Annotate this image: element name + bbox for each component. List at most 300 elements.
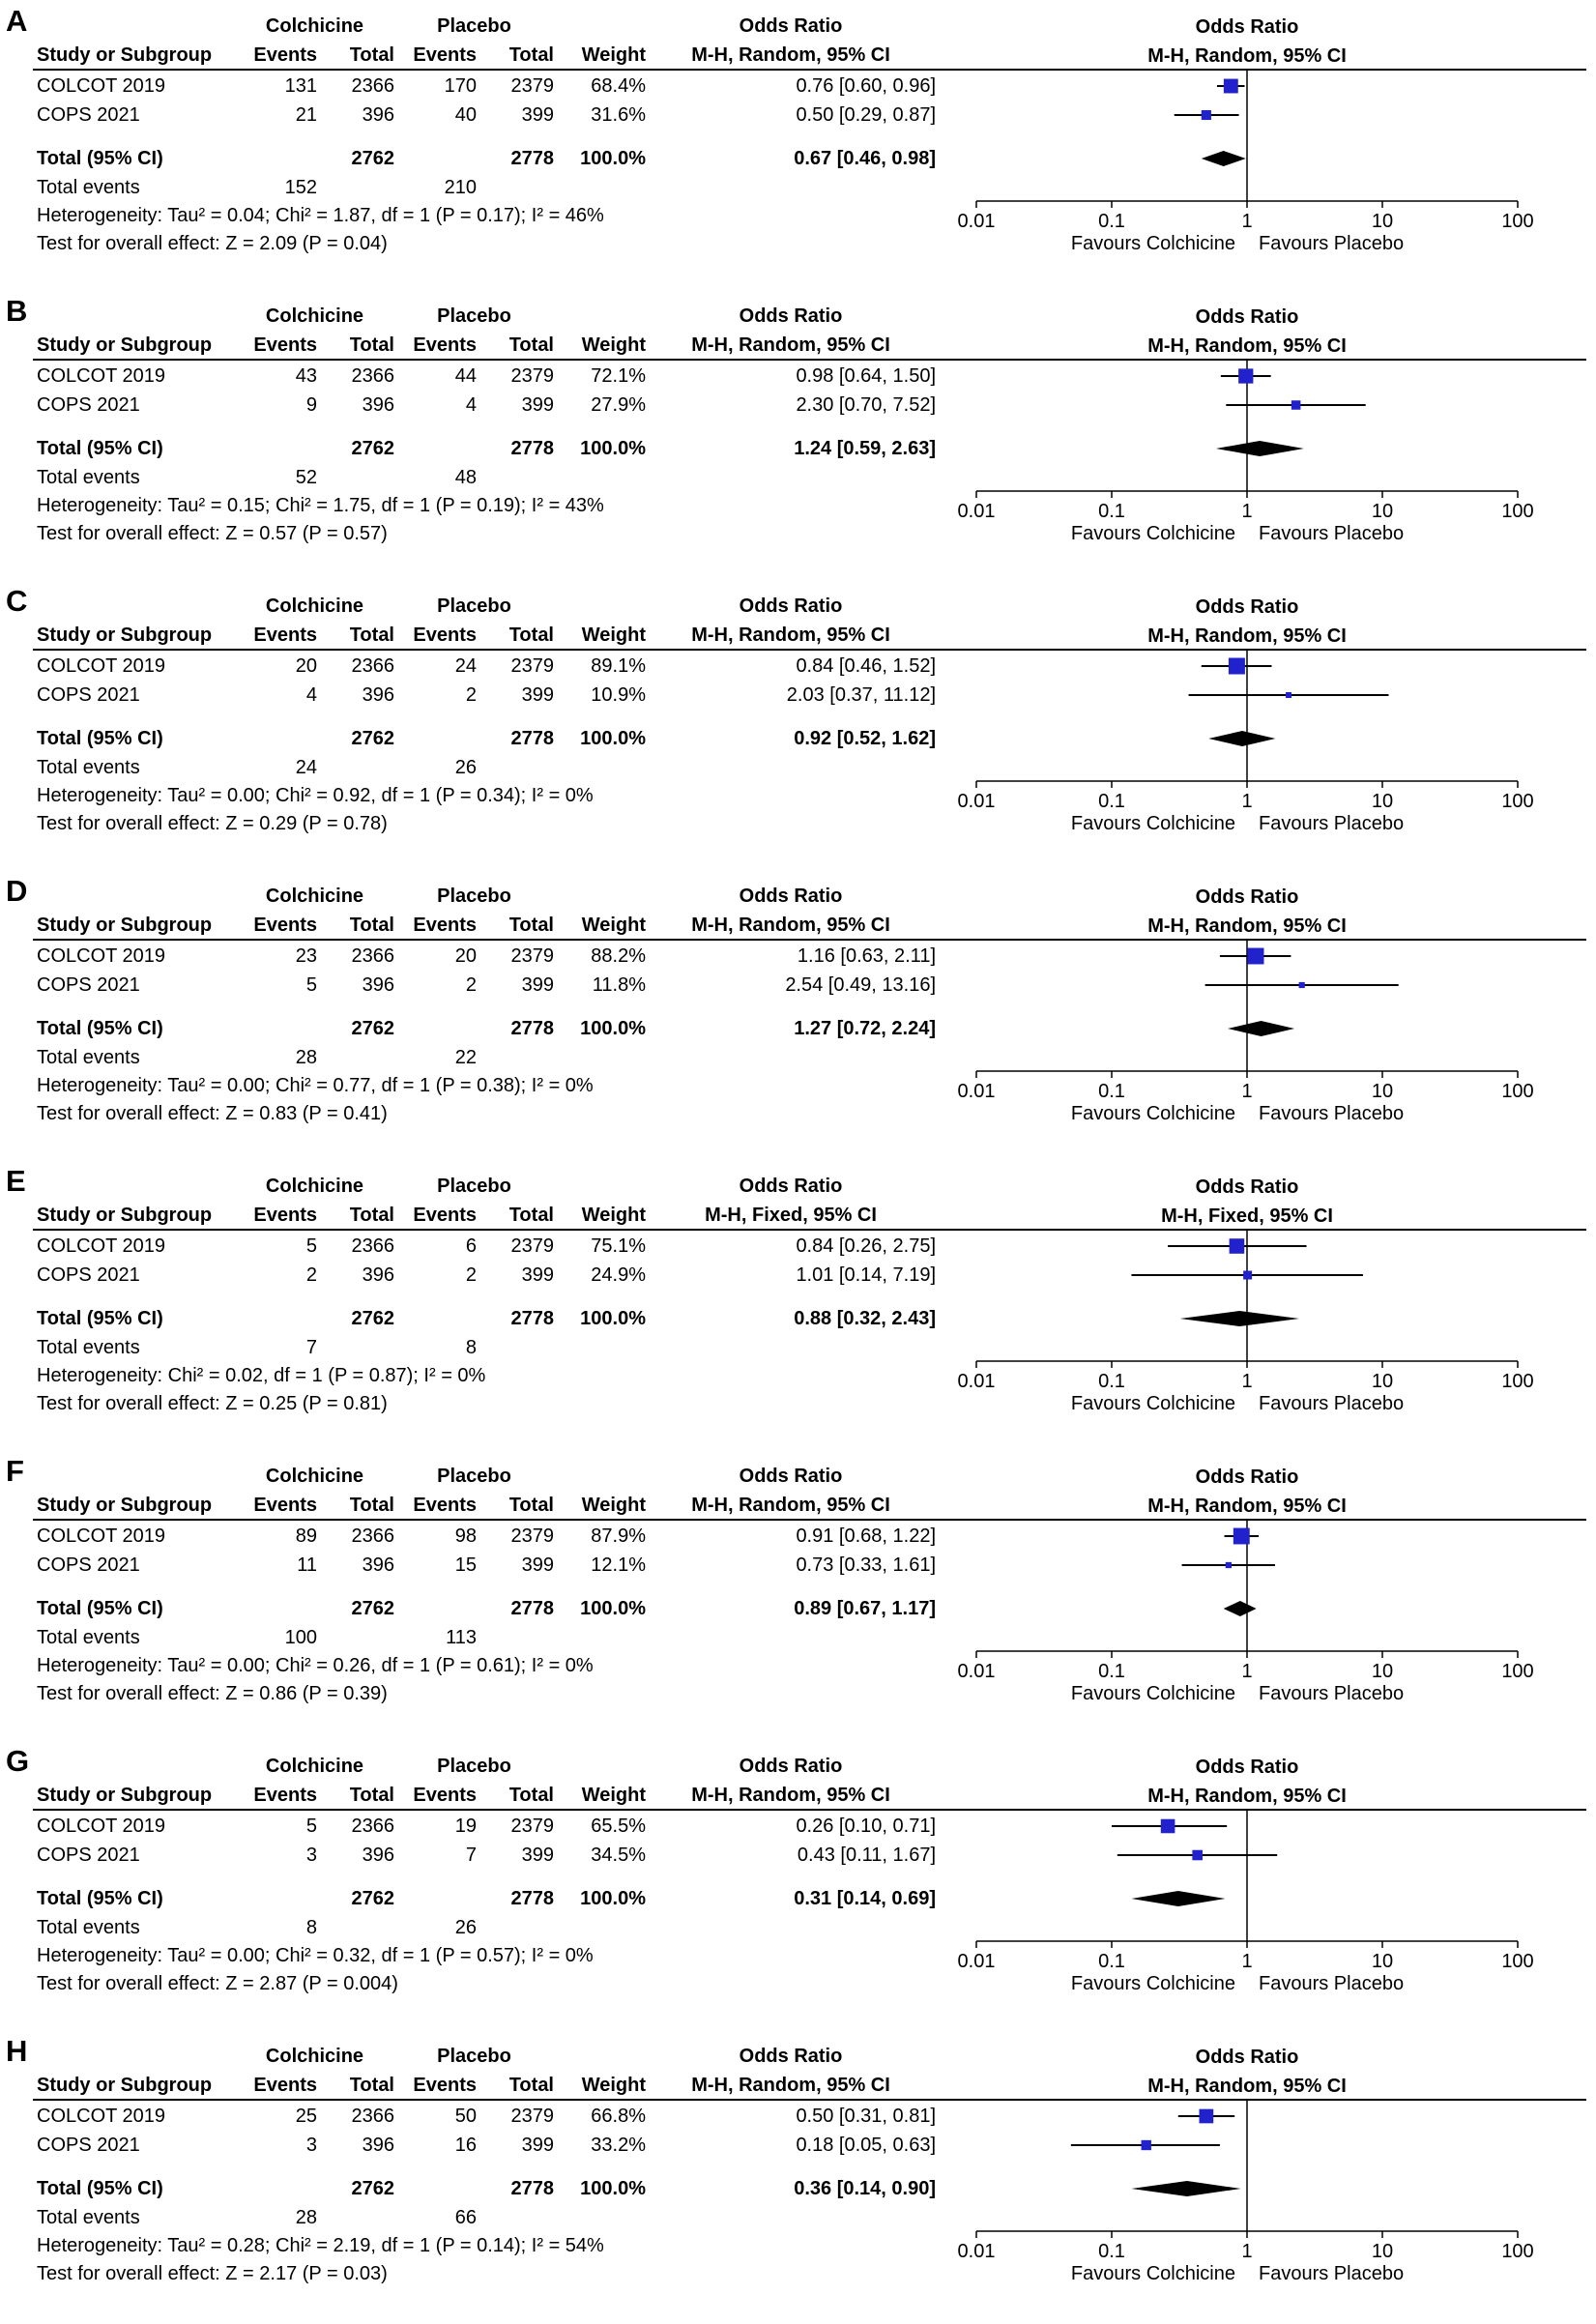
favours-right-label: Favours Placebo <box>1259 233 1405 254</box>
total2-value: 2379 <box>510 655 554 677</box>
total-events2: 26 <box>454 756 477 778</box>
ci-text: 0.26 [0.10, 0.71] <box>796 1816 936 1837</box>
weight-value: 87.9% <box>591 1525 646 1547</box>
group1-header: Colchicine <box>265 886 364 907</box>
total-events1: 7 <box>305 1336 317 1358</box>
axis-tick-label: 10 <box>1371 1081 1394 1102</box>
study-table <box>37 302 936 547</box>
total1-value: 2366 <box>351 945 394 967</box>
forest-plot <box>943 2034 1596 2324</box>
panel-label: H <box>6 2034 28 2068</box>
effect-square <box>1202 110 1211 120</box>
axis-tick-label: 0.01 <box>957 501 996 522</box>
axis-tick-label: 0.1 <box>1098 1951 1125 1972</box>
total2-value: 399 <box>521 1845 554 1866</box>
total1-value: 396 <box>362 2135 394 2156</box>
study-table <box>37 592 936 837</box>
group-header-row <box>37 12 936 41</box>
events1-value: 43 <box>295 365 317 387</box>
plot-method-header: M-H, Random, 95% CI <box>1147 2076 1347 2097</box>
spacer <box>37 130 936 144</box>
study-name: COPS 2021 <box>37 394 140 416</box>
study-row <box>37 1551 936 1580</box>
study-table <box>37 12 936 257</box>
effect-square <box>1291 400 1301 410</box>
study-table <box>37 2042 936 2287</box>
spacer <box>37 1580 936 1594</box>
events1-value: 21 <box>295 104 317 126</box>
total2-sum: 2778 <box>510 1018 554 1039</box>
col-weight-header: Weight <box>581 915 646 936</box>
weight-value: 34.5% <box>591 1845 646 1866</box>
study-table <box>37 1172 936 1417</box>
study-row <box>37 391 936 420</box>
overall-effect-text: Test for overall effect: Z = 2.09 (P = 0.04) <box>37 232 388 254</box>
axis-tick-label: 100 <box>1501 1371 1534 1392</box>
panel-F <box>0 1454 1596 1744</box>
total-label: Total (95% CI) <box>37 2178 163 2199</box>
total-row <box>37 1304 936 1333</box>
events1-value: 2 <box>305 1264 317 1286</box>
total-label: Total (95% CI) <box>37 148 163 169</box>
total-row <box>37 1014 936 1043</box>
method-header: M-H, Random, 95% CI <box>691 915 890 936</box>
overall-effect-text: Test for overall effect: Z = 0.57 (P = 0.57) <box>37 522 388 544</box>
panel-C <box>0 584 1596 874</box>
plot-odds-ratio-header: Odds Ratio <box>1195 306 1299 328</box>
panel-label: D <box>6 874 28 908</box>
overall-effect-text: Test for overall effect: Z = 0.86 (P = 0.39) <box>37 1682 388 1704</box>
events2-value: 170 <box>444 75 477 97</box>
ci-text: 0.84 [0.46, 1.52] <box>796 655 936 677</box>
panel-A <box>0 4 1596 294</box>
ci-text: 0.98 [0.64, 1.50] <box>796 365 936 387</box>
col-total2-header: Total <box>508 1785 554 1806</box>
odds-ratio-header: Odds Ratio <box>739 1756 843 1777</box>
total2-value: 2379 <box>510 1525 554 1547</box>
col-events1-header: Events <box>253 1495 317 1516</box>
study-row <box>37 2131 936 2160</box>
col-events1-header: Events <box>253 2075 317 2096</box>
forest-plot <box>943 1164 1596 1454</box>
total-events1: 28 <box>295 1046 317 1068</box>
col-events2-header: Events <box>413 44 477 66</box>
events1-value: 11 <box>297 1554 317 1576</box>
col-total2-header: Total <box>508 334 554 356</box>
forest-plot <box>943 294 1596 584</box>
total1-value: 396 <box>362 684 394 706</box>
overall-effect-row <box>37 519 936 547</box>
column-header-row <box>37 1781 936 1810</box>
total-row <box>37 434 936 463</box>
total-events-label: Total events <box>37 1336 140 1358</box>
col-events1-header: Events <box>253 1205 317 1226</box>
group-header-row <box>37 1172 936 1201</box>
total1-value: 396 <box>362 1845 394 1866</box>
panel-label: B <box>6 294 28 328</box>
total2-value: 399 <box>521 1264 554 1286</box>
group-header-row <box>37 592 936 621</box>
odds-ratio-header: Odds Ratio <box>739 1176 843 1197</box>
axis-tick-label: 0.01 <box>957 2241 996 2262</box>
total-diamond <box>1202 151 1246 166</box>
study-name: COPS 2021 <box>37 1554 140 1576</box>
favours-left-label: Favours Colchicine <box>1070 2263 1235 2284</box>
total1-value: 2366 <box>351 655 394 677</box>
col-weight-header: Weight <box>581 44 646 66</box>
col-total2-header: Total <box>508 915 554 936</box>
study-row <box>37 362 936 391</box>
panel-label: E <box>6 1164 26 1198</box>
group-header-row <box>37 882 936 911</box>
panel-label: G <box>6 1744 30 1778</box>
study-row <box>37 1261 936 1290</box>
ci-text: 0.73 [0.33, 1.61] <box>796 1554 936 1576</box>
study-name: COPS 2021 <box>37 684 140 706</box>
ci-text: 0.84 [0.26, 2.75] <box>796 1235 936 1257</box>
plot-method-header: M-H, Fixed, 95% CI <box>1161 1206 1333 1227</box>
study-name: COLCOT 2019 <box>37 1816 166 1837</box>
plot-odds-ratio-header: Odds Ratio <box>1195 596 1299 618</box>
axis-tick-label: 0.01 <box>957 1081 996 1102</box>
odds-ratio-header: Odds Ratio <box>739 596 843 617</box>
axis-tick-label: 1 <box>1241 791 1253 812</box>
study-name: COLCOT 2019 <box>37 945 166 967</box>
total-weight: 100.0% <box>580 1888 646 1909</box>
events1-value: 23 <box>295 945 317 967</box>
axis-tick-label: 0.01 <box>957 1661 996 1682</box>
axis-tick-label: 100 <box>1501 211 1534 232</box>
col-total2-header: Total <box>508 1495 554 1516</box>
heterogeneity-row <box>37 491 936 519</box>
study-row <box>37 2102 936 2131</box>
weight-value: 33.2% <box>591 2135 646 2156</box>
total-diamond <box>1228 1021 1294 1036</box>
col-events2-header: Events <box>413 2075 477 2096</box>
group1-header: Colchicine <box>265 15 364 37</box>
total2-sum: 2778 <box>510 148 554 169</box>
odds-ratio-header: Odds Ratio <box>739 886 843 907</box>
total-weight: 100.0% <box>580 2178 646 2199</box>
spacer <box>37 2160 936 2174</box>
events1-value: 5 <box>305 1235 317 1257</box>
axis-tick-label: 100 <box>1501 2241 1534 2262</box>
spacer <box>37 1870 936 1884</box>
total2-sum: 2778 <box>510 2178 554 2199</box>
favours-left-label: Favours Colchicine <box>1070 233 1235 254</box>
col-study-header: Study or Subgroup <box>37 1785 213 1806</box>
col-events2-header: Events <box>413 1785 477 1806</box>
events1-value: 3 <box>305 2135 317 2156</box>
total2-sum: 2778 <box>510 1888 554 1909</box>
col-events1-header: Events <box>253 334 317 356</box>
total2-value: 399 <box>521 1554 554 1576</box>
plot-method-header: M-H, Random, 95% CI <box>1147 45 1347 67</box>
total-events-row <box>37 753 936 781</box>
column-header-row <box>37 911 936 940</box>
total-ci-text: 1.24 [0.59, 2.63] <box>794 438 936 459</box>
total-ci-text: 0.31 [0.14, 0.69] <box>794 1888 936 1909</box>
col-weight-header: Weight <box>581 2075 646 2096</box>
overall-effect-row <box>37 809 936 837</box>
method-header: M-H, Random, 95% CI <box>691 2075 890 2096</box>
effect-square <box>1238 368 1253 383</box>
effect-square <box>1243 1271 1252 1280</box>
method-header: M-H, Random, 95% CI <box>691 625 890 646</box>
panel-label: C <box>6 584 28 618</box>
total-events2: 48 <box>454 466 477 488</box>
col-study-header: Study or Subgroup <box>37 1495 213 1516</box>
study-name: COLCOT 2019 <box>37 2106 166 2127</box>
events2-value: 50 <box>454 2106 477 2127</box>
total-diamond <box>1216 441 1304 456</box>
axis-tick-label: 10 <box>1371 211 1394 232</box>
effect-square <box>1230 1238 1245 1254</box>
plot-method-header: M-H, Random, 95% CI <box>1147 1496 1347 1517</box>
effect-square <box>1142 2140 1151 2150</box>
favours-left-label: Favours Colchicine <box>1070 1393 1235 1414</box>
ci-text: 1.01 [0.14, 7.19] <box>796 1264 936 1286</box>
total1-value: 396 <box>362 394 394 416</box>
heterogeneity-text: Heterogeneity: Tau² = 0.04; Chi² = 1.87, df = 1 (P = 0.17); I² = 46% <box>37 204 604 226</box>
group2-header: Placebo <box>437 2046 511 2067</box>
study-table <box>37 1752 936 1997</box>
effect-square <box>1299 982 1305 988</box>
total-events-row <box>37 1623 936 1651</box>
forest-plot <box>943 874 1596 1164</box>
overall-effect-text: Test for overall effect: Z = 2.87 (P = 0.004) <box>37 1972 398 1994</box>
axis-tick-label: 1 <box>1241 211 1253 232</box>
heterogeneity-text: Heterogeneity: Tau² = 0.15; Chi² = 1.75, df = 1 (P = 0.19); I² = 43% <box>37 494 604 516</box>
method-header: M-H, Random, 95% CI <box>691 44 890 66</box>
panel-label: F <box>6 1454 24 1488</box>
col-weight-header: Weight <box>581 1785 646 1806</box>
col-events1-header: Events <box>253 625 317 646</box>
study-name: COLCOT 2019 <box>37 1235 166 1257</box>
weight-value: 24.9% <box>591 1264 646 1286</box>
col-events1-header: Events <box>253 915 317 936</box>
column-header-row <box>37 621 936 650</box>
total-ci-text: 0.36 [0.14, 0.90] <box>794 2178 936 2199</box>
total1-sum: 2762 <box>351 1598 394 1619</box>
total2-value: 2379 <box>510 75 554 97</box>
study-row <box>37 652 936 681</box>
axis-tick-label: 1 <box>1241 1661 1253 1682</box>
heterogeneity-text: Heterogeneity: Chi² = 0.02, df = 1 (P = 0.87); I² = 0% <box>37 1364 486 1386</box>
total-label: Total (95% CI) <box>37 1598 163 1619</box>
total1-value: 396 <box>362 104 394 126</box>
total2-value: 399 <box>521 974 554 996</box>
axis-tick-label: 0.1 <box>1098 2241 1125 2262</box>
study-name: COLCOT 2019 <box>37 365 166 387</box>
effect-square <box>1192 1850 1203 1861</box>
events1-value: 20 <box>295 655 317 677</box>
weight-value: 65.5% <box>591 1816 646 1837</box>
total-ci-text: 0.89 [0.67, 1.17] <box>794 1598 936 1619</box>
study-row <box>37 1522 936 1551</box>
method-header: M-H, Random, 95% CI <box>691 1785 890 1806</box>
heterogeneity-row <box>37 1941 936 1969</box>
heterogeneity-text: Heterogeneity: Tau² = 0.00; Chi² = 0.77, df = 1 (P = 0.38); I² = 0% <box>37 1074 594 1096</box>
group-header-row <box>37 2042 936 2071</box>
ci-text: 0.50 [0.31, 0.81] <box>796 2106 936 2127</box>
total1-value: 2366 <box>351 1235 394 1257</box>
favours-right-label: Favours Placebo <box>1259 813 1405 834</box>
events1-value: 5 <box>305 1816 317 1837</box>
group1-header: Colchicine <box>265 1756 364 1777</box>
total-label: Total (95% CI) <box>37 728 163 749</box>
col-events2-header: Events <box>413 334 477 356</box>
axis-tick-label: 100 <box>1501 791 1534 812</box>
weight-value: 10.9% <box>591 684 646 706</box>
total-events2: 26 <box>454 1916 477 1938</box>
study-row <box>37 1232 936 1261</box>
favours-right-label: Favours Placebo <box>1259 1683 1405 1704</box>
axis-tick-label: 10 <box>1371 791 1394 812</box>
events2-value: 16 <box>454 2135 477 2156</box>
total-label: Total (95% CI) <box>37 438 163 459</box>
col-total2-header: Total <box>508 1205 554 1226</box>
panel-D <box>0 874 1596 1164</box>
total1-value: 2366 <box>351 2106 394 2127</box>
plot-odds-ratio-header: Odds Ratio <box>1195 16 1299 38</box>
odds-ratio-header: Odds Ratio <box>739 305 843 327</box>
col-total1-header: Total <box>349 625 394 646</box>
col-total1-header: Total <box>349 334 394 356</box>
total1-sum: 2762 <box>351 1888 394 1909</box>
col-study-header: Study or Subgroup <box>37 334 213 356</box>
col-events2-header: Events <box>413 1495 477 1516</box>
events2-value: 19 <box>454 1816 477 1837</box>
col-weight-header: Weight <box>581 1205 646 1226</box>
col-total1-header: Total <box>349 1495 394 1516</box>
total-events-row <box>37 1043 936 1071</box>
total1-value: 2366 <box>351 1525 394 1547</box>
col-study-header: Study or Subgroup <box>37 44 213 66</box>
total1-value: 2366 <box>351 365 394 387</box>
forest-plot <box>943 1454 1596 1744</box>
total-ci-text: 0.92 [0.52, 1.62] <box>794 728 936 749</box>
total-events-row <box>37 173 936 201</box>
total-label: Total (95% CI) <box>37 1018 163 1039</box>
total-row <box>37 1594 936 1623</box>
column-header-row <box>37 1491 936 1520</box>
axis-tick-label: 1 <box>1241 501 1253 522</box>
ci-text: 0.18 [0.05, 0.63] <box>796 2135 936 2156</box>
effect-square <box>1229 658 1245 675</box>
favours-left-label: Favours Colchicine <box>1070 813 1235 834</box>
total-ci-text: 1.27 [0.72, 2.24] <box>794 1018 936 1039</box>
axis-tick-label: 0.1 <box>1098 1661 1125 1682</box>
weight-value: 88.2% <box>591 945 646 967</box>
plot-method-header: M-H, Random, 95% CI <box>1147 335 1347 357</box>
group-header-row <box>37 1462 936 1491</box>
group2-header: Placebo <box>437 1176 511 1197</box>
axis-tick-label: 100 <box>1501 501 1534 522</box>
odds-ratio-header: Odds Ratio <box>739 2046 843 2067</box>
col-total1-header: Total <box>349 2075 394 2096</box>
column-header-row <box>37 2071 936 2100</box>
study-name: COPS 2021 <box>37 1264 140 1286</box>
total-diamond <box>1131 2181 1240 2196</box>
events2-value: 24 <box>454 655 477 677</box>
weight-value: 89.1% <box>591 655 646 677</box>
col-total1-header: Total <box>349 915 394 936</box>
events2-value: 98 <box>454 1525 477 1547</box>
axis-tick-label: 0.1 <box>1098 211 1125 232</box>
column-header-row <box>37 331 936 360</box>
panel-E <box>0 1164 1596 1454</box>
total-events1: 100 <box>284 1626 317 1648</box>
total-row <box>37 724 936 753</box>
total-label: Total (95% CI) <box>37 1888 163 1909</box>
ci-text: 1.16 [0.63, 2.11] <box>797 945 936 967</box>
total-events-row <box>37 2203 936 2231</box>
axis-tick-label: 10 <box>1371 1951 1394 1972</box>
ci-text: 2.30 [0.70, 7.52] <box>796 394 936 416</box>
events2-value: 40 <box>454 104 477 126</box>
effect-square <box>1200 2109 1214 2124</box>
col-total1-header: Total <box>349 44 394 66</box>
total-weight: 100.0% <box>580 1018 646 1039</box>
total-events1: 8 <box>305 1916 317 1938</box>
total2-value: 399 <box>521 684 554 706</box>
overall-effect-row <box>37 1389 936 1417</box>
effect-square <box>1161 1819 1175 1834</box>
col-events1-header: Events <box>253 44 317 66</box>
events2-value: 7 <box>465 1845 477 1866</box>
forest-plot <box>943 4 1596 294</box>
total-diamond <box>1180 1311 1299 1326</box>
col-study-header: Study or Subgroup <box>37 625 213 646</box>
effect-square <box>1226 1562 1232 1568</box>
total-events1: 52 <box>295 466 317 488</box>
favours-right-label: Favours Placebo <box>1259 1393 1405 1414</box>
total-ci-text: 0.67 [0.46, 0.98] <box>794 148 936 169</box>
total1-sum: 2762 <box>351 148 394 169</box>
overall-effect-text: Test for overall effect: Z = 2.17 (P = 0.03) <box>37 2262 388 2284</box>
axis-tick-label: 0.01 <box>957 791 996 812</box>
total-row <box>37 2174 936 2203</box>
axis-tick-label: 1 <box>1241 1951 1253 1972</box>
study-name: COLCOT 2019 <box>37 655 166 677</box>
total1-value: 396 <box>362 1554 394 1576</box>
events2-value: 6 <box>465 1235 477 1257</box>
total2-value: 399 <box>521 394 554 416</box>
overall-effect-text: Test for overall effect: Z = 0.83 (P = 0.41) <box>37 1102 388 1124</box>
heterogeneity-row <box>37 781 936 809</box>
heterogeneity-row <box>37 2231 936 2259</box>
total-row <box>37 1884 936 1913</box>
plot-method-header: M-H, Random, 95% CI <box>1147 1786 1347 1807</box>
ci-text: 0.91 [0.68, 1.22] <box>796 1525 936 1547</box>
spacer <box>37 420 936 434</box>
axis-tick-label: 0.1 <box>1098 501 1125 522</box>
heterogeneity-text: Heterogeneity: Tau² = 0.00; Chi² = 0.26, df = 1 (P = 0.61); I² = 0% <box>37 1654 594 1676</box>
total-events-label: Total events <box>37 2206 140 2228</box>
favours-left-label: Favours Colchicine <box>1070 1973 1235 1994</box>
panel-H <box>0 2034 1596 2324</box>
effect-square <box>1224 79 1238 94</box>
group1-header: Colchicine <box>265 305 364 327</box>
col-events2-header: Events <box>413 1205 477 1226</box>
total-events-label: Total events <box>37 1626 140 1648</box>
axis-tick-label: 100 <box>1501 1081 1534 1102</box>
spacer <box>37 1290 936 1304</box>
col-total1-header: Total <box>349 1785 394 1806</box>
total2-sum: 2778 <box>510 1598 554 1619</box>
heterogeneity-row <box>37 201 936 229</box>
